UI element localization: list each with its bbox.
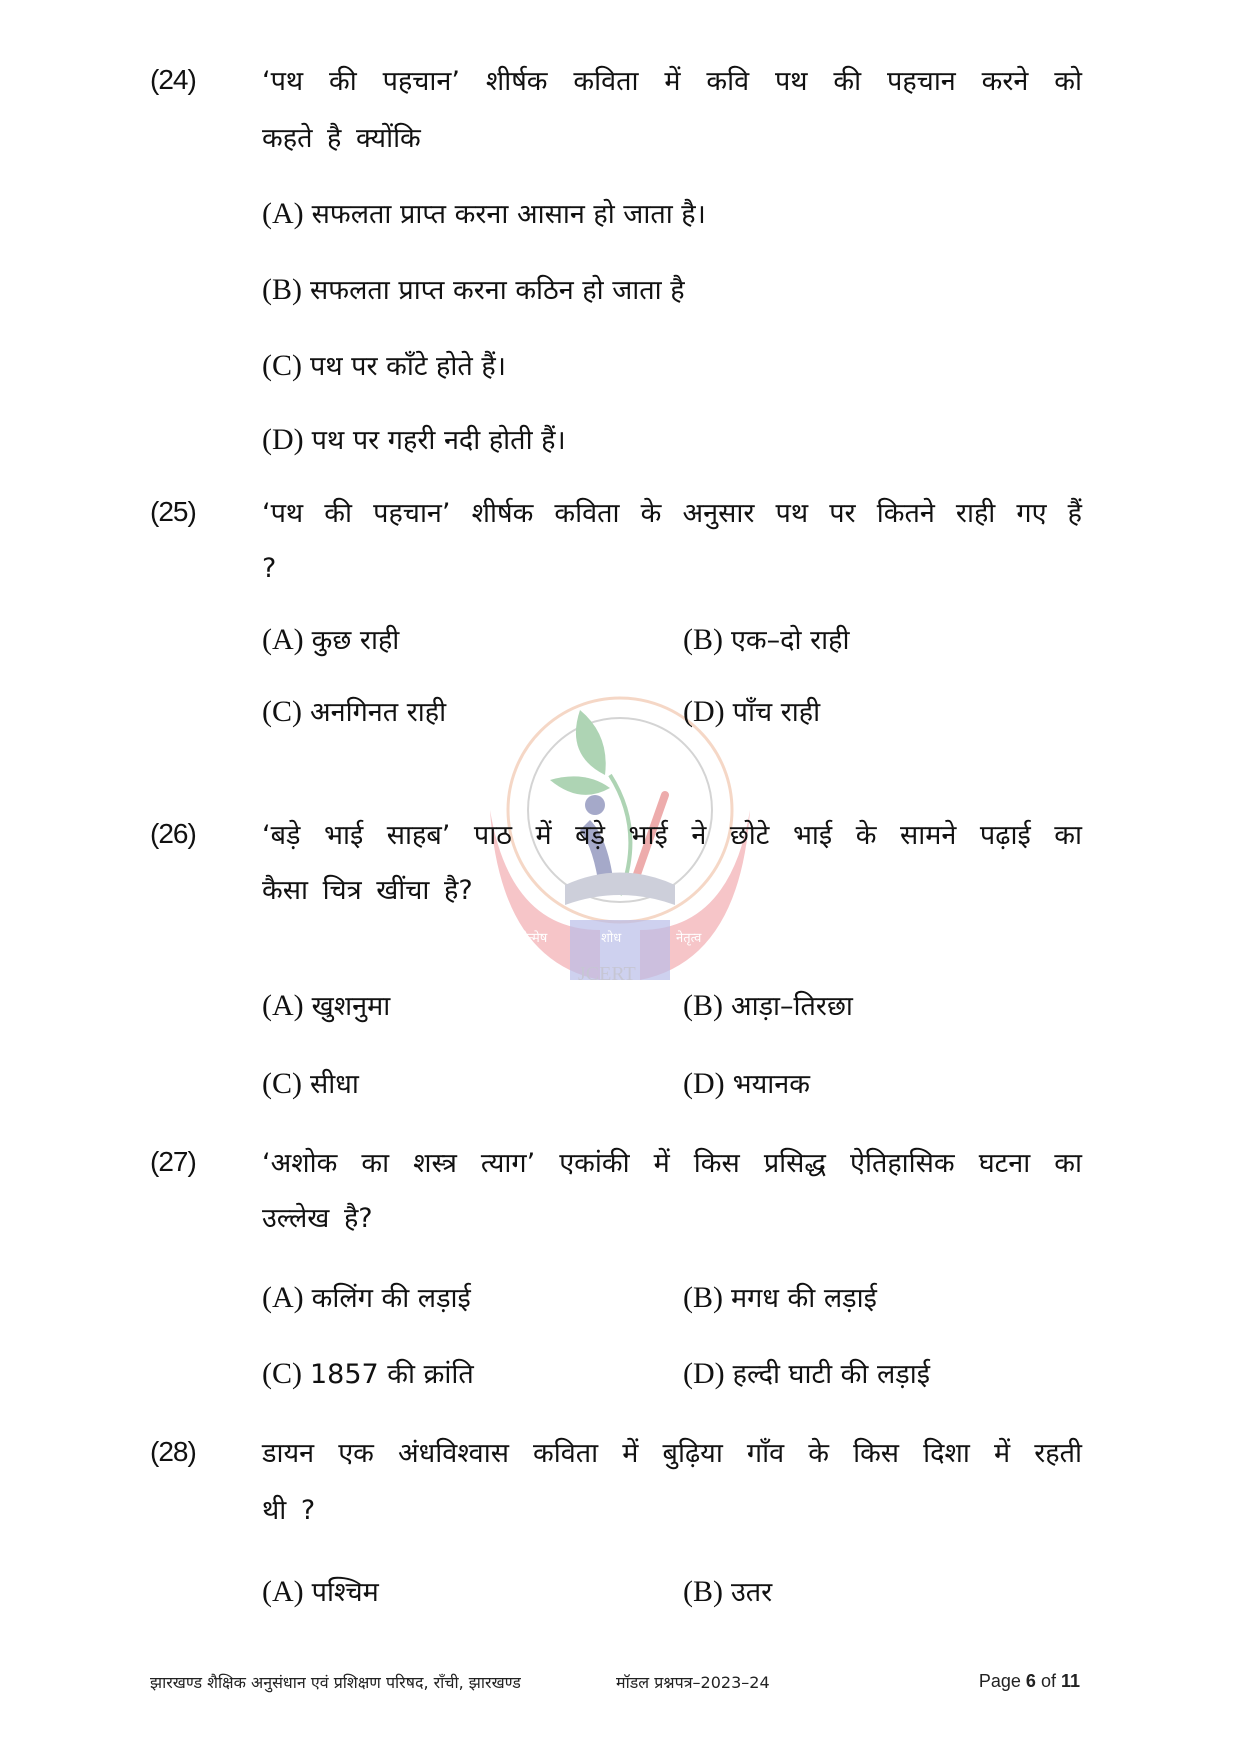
svg-text:JCERT: JCERT [578, 963, 636, 985]
question-number: (24) [150, 64, 196, 95]
svg-text:नवोन्मेष: नवोन्मेष [510, 931, 548, 946]
option-c: (C) पथ पर काँटे होते हैं। [262, 349, 506, 382]
option-d: (D) पथ पर गहरी नदी होती हैं। [262, 423, 566, 456]
question-text-line: ‘अशोक का शस्त्र त्याग’ एकांकी में किस प्रसिद्ध ऐतिहासिक घटना का [262, 1148, 1082, 1179]
question-number: (28) [150, 1436, 196, 1467]
option-a: (A) पश्चिम [262, 1575, 379, 1608]
option-c: (C) सीधा [262, 1067, 359, 1100]
option-c: (C) अनगिनत राही [262, 695, 447, 728]
question-text-line: ‘पथ की पहचान’ शीर्षक कविता के अनुसार पथ पर कितने राही गए हैं [262, 498, 1082, 529]
option-b: (B) उतर [683, 1575, 773, 1608]
page-number: Page 6 of 11 [978, 1671, 1080, 1691]
option-d: (D) भयानक [683, 1067, 811, 1100]
option-b: (B) आड़ा–तिरछा [683, 989, 853, 1022]
svg-text:नेतृत्व: नेतृत्व [676, 931, 702, 946]
question-text-line: कैसा चित्र खींचा है? [262, 875, 473, 906]
option-c: (C) 1857 की क्रांति [262, 1357, 474, 1390]
question-text-line: ‘बड़े भाई साहब’ पाठ में बड़े भाई ने छोटे भाई के सामने पढ़ाई का [262, 820, 1082, 851]
footer-organization: झारखण्ड शैक्षिक अनुसंधान एवं प्रशिक्षण परिषद, राँची, झारखण्ड [150, 1673, 521, 1692]
question-number: (26) [150, 818, 196, 849]
question-number: (27) [150, 1146, 196, 1177]
option-a: (A) खुशनुमा [262, 989, 391, 1022]
footer-paper-title: मॉडल प्रश्नपत्र–2023–24 [616, 1673, 770, 1692]
option-b: (B) एक–दो राही [683, 623, 850, 656]
option-a: (A) सफलता प्राप्त करना आसान हो जाता है। [262, 197, 706, 230]
option-b: (B) सफलता प्राप्त करना कठिन हो जाता है [262, 273, 685, 306]
question-text-line: ? [262, 553, 277, 584]
question-text-line: थी ? [262, 1495, 316, 1526]
question-text-line: उल्लेख है? [262, 1203, 373, 1234]
option-b: (B) मगध की लड़ाई [683, 1281, 877, 1314]
question-text-line: कहते है क्योंकि [262, 123, 421, 154]
option-d: (D) हल्दी घाटी की लड़ाई [683, 1357, 930, 1390]
question-text-line: डायन एक अंधविश्वास कविता में बुढ़िया गाँव के किस दिशा में रहती [262, 1438, 1082, 1469]
svg-text:शोध: शोध [601, 931, 622, 946]
option-a: (A) कलिंग की लड़ाई [262, 1281, 471, 1314]
option-a: (A) कुछ राही [262, 623, 400, 656]
question-number: (25) [150, 496, 196, 527]
question-text-line: ‘पथ की पहचान’ शीर्षक कविता में कवि पथ की पहचान करने को [262, 66, 1082, 97]
option-d: (D) पाँच राही [683, 695, 821, 728]
